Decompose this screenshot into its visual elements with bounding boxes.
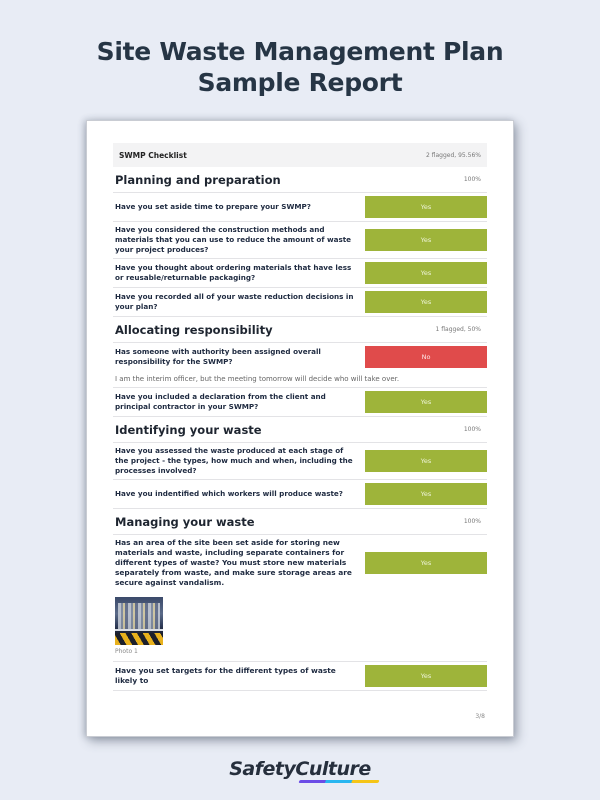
section-score: 1 flagged, 50% [435,326,481,333]
section-header-managing [113,509,487,535]
question-text: Have you indentified which workers will produce waste? [115,489,343,498]
page-title-line-1: Site Waste Management Plan [96,37,504,66]
page-number: 3/8 [475,713,485,720]
section-header-planning [113,167,487,193]
question-row [113,259,487,288]
question-text: Have you thought about ordering materials that have less or reusable/returnable packaging? [115,263,352,282]
checklist-title: SWMP Checklist [119,150,187,160]
checklist-header [113,143,487,167]
photo-hazard-stripes [115,633,163,645]
question-text: Has an area of the site been set aside for storing new materials and waste, including separate containers for different types of waste? You must store new materials separately from waste, and make sure storage areas are secure against vandalism. [115,538,352,587]
section-header-identifying [113,417,487,443]
photo-bins [118,603,160,629]
page-title [0,36,600,98]
logo-underline-icon [299,780,380,783]
answer-no-flagged: No [365,346,487,368]
photo-attachment [113,591,487,662]
answer-yes: Yes [365,665,487,687]
answer-yes: Yes [365,391,487,413]
question-row [113,443,487,480]
question-row [113,535,487,591]
question-row [113,343,487,371]
question-row [113,662,487,691]
answer-yes: Yes [365,229,487,251]
answer-yes: Yes [365,196,487,218]
question-note: I am the interim officer, but the meeting tomorrow will decide who will take over. [113,371,487,388]
question-row [113,480,487,509]
section-title: Managing your waste [115,514,255,529]
section-score: 100% [463,176,481,183]
answer-yes: Yes [365,262,487,284]
photo-thumbnail[interactable] [115,597,163,645]
question-text: Have you recorded all of your waste reduction decisions in your plan? [115,292,354,311]
question-text: Have you set aside time to prepare your SWMP? [115,202,311,211]
question-row [113,288,487,317]
question-text: Have you assessed the waste produced at each stage of the project - the types, how much and when, including the processes involved? [115,446,353,475]
section-title: Identifying your waste [115,422,262,437]
page-title-line-2: Sample Report [197,68,403,97]
photo-caption: Photo 1 [115,648,138,655]
question-text: Have you considered the construction methods and materials that you can use to reduce the amount of waste your project produces? [115,225,352,254]
logo-text: SafetyCulture [229,758,371,780]
answer-yes: Yes [365,291,487,313]
section-score: 100% [463,518,481,525]
question-text: Have you set targets for the different types of waste likely to [115,666,336,685]
logo-wordmark [229,758,370,780]
report-page [86,120,514,737]
question-text: Has someone with authority been assigned overall responsibility for the SWMP? [115,347,321,366]
section-title: Planning and preparation [115,172,281,187]
question-text: Have you included a declaration from the client and principal contractor in your SWMP? [115,392,326,411]
question-row [113,193,487,222]
question-row [113,388,487,417]
section-score: 100% [463,426,481,433]
section-header-responsibility [113,317,487,343]
checklist-score: 2 flagged, 95.56% [426,151,481,159]
answer-yes: Yes [365,450,487,472]
photo-rail [115,629,163,631]
safetyculture-logo [0,758,600,780]
answer-yes: Yes [365,483,487,505]
question-row [113,222,487,259]
section-title: Allocating responsibility [115,322,273,337]
answer-yes: Yes [365,552,487,574]
report-content [113,143,487,691]
